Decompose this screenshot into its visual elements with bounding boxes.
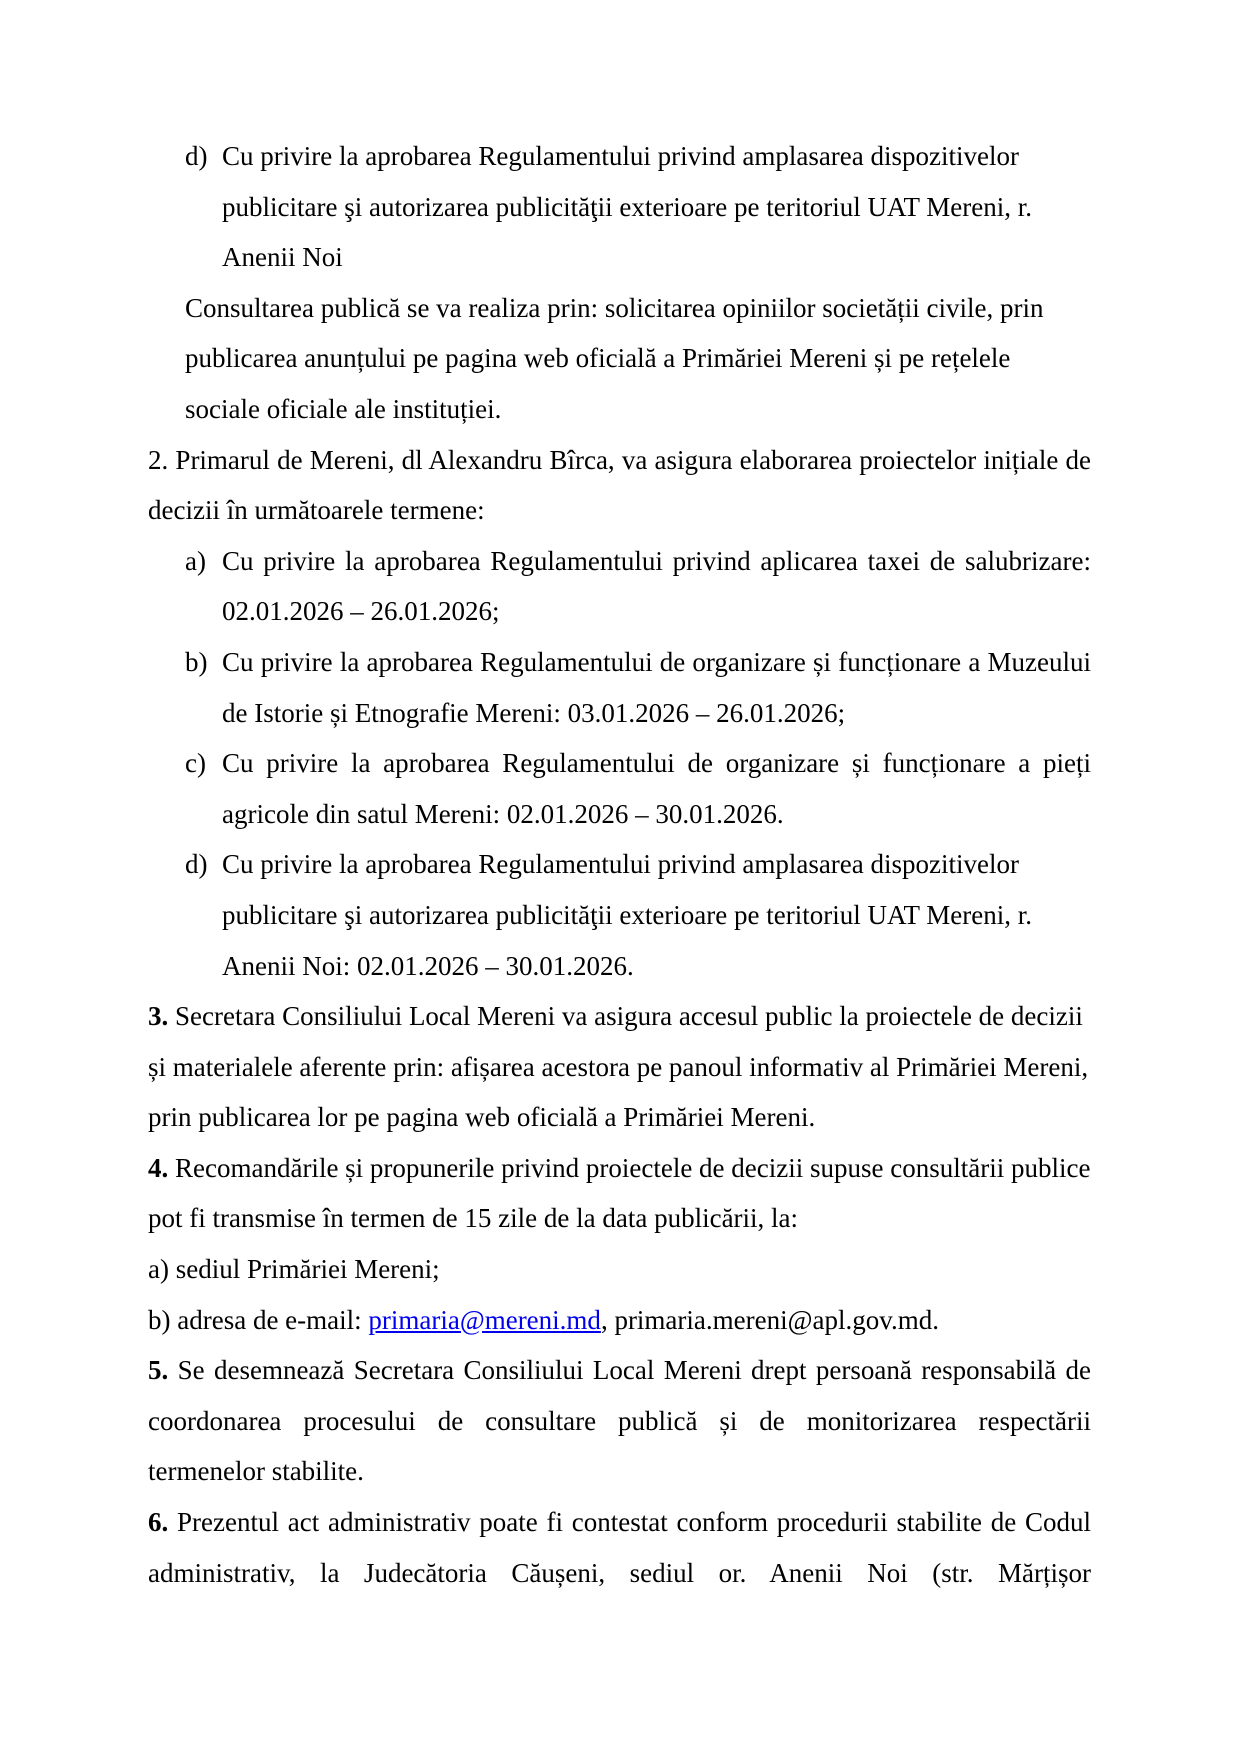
list-label: d) [185, 141, 208, 171]
list-item-d-top [148, 131, 1091, 283]
list-label: c) [185, 748, 206, 779]
list-text: Cu privire la aprobarea Regulamentului privind aplicarea taxei de salubrizare: 02.01.2026 – 26.01.2026; [222, 545, 1091, 627]
list-text: Cu privire la aprobarea Regulamentului de organizare și funcționare a Muzeului de Istorie și Etnografie Mereni: 03.01.2026 – 26.01.2026; [222, 646, 1091, 728]
list-item-b [148, 637, 1091, 738]
list-item-a [148, 536, 1091, 637]
list-text: Cu privire la aprobarea Regulamentului privind amplasarea dispozitivelor publicitare şi autorizarea publicităţii exterioare pe teritoriul UAT Mereni, r. Anenii Noi [222, 141, 1032, 273]
point-5 [148, 1345, 1091, 1497]
point-text: Prezentul act administrativ poate fi contestat conform procedurii stabilite de Codul administrativ, la Judecătoria Căușeni, sediul or. Anenii Noi (str. Mărțișor [148, 1507, 1091, 1588]
point-6 [148, 1497, 1091, 1598]
email-suffix: , primaria.mereni@apl.gov.md. [600, 1304, 939, 1335]
list-label: b) [185, 646, 208, 677]
list-label: a) [185, 545, 206, 576]
list-item-d [148, 839, 1091, 991]
email-link[interactable]: primaria@mereni.md [368, 1304, 601, 1335]
point-number: 5. [148, 1355, 169, 1386]
list-text: Cu privire la aprobarea Regulamentului privind amplasarea dispozitivelor publicitare şi autorizarea publicităţii exterioare pe teritoriul UAT Mereni, r. Anenii Noi: 02.01.2026 – 30.01.2026. [222, 849, 1032, 981]
point-text: Secretara Consiliului Local Mereni va asigura accesul public la proiectele de decizii și materialele aferente prin: afișarea acestora pe panoul informativ al Primăriei Mereni, prin publicarea lor pe pagina web oficială a Primăriei Mereni. [148, 1001, 1089, 1133]
point-number: 4. [148, 1152, 169, 1183]
email-prefix: b) adresa de e-mail: [148, 1304, 369, 1335]
point-2: 2. Primarul de Mereni, dl Alexandru Bîrca, va asigura elaborarea proiectelor inițiale de decizii în următoarele termene: [148, 444, 1091, 526]
point-3 [148, 991, 1091, 1143]
point-number: 6. [148, 1507, 169, 1538]
point-4-b [148, 1295, 1091, 1346]
point-4-a: a) sediul Primăriei Mereni; [148, 1254, 440, 1285]
point-text: Recomandările și propunerile privind proiectele de decizii supuse consultării publice pot fi transmise în termen de 15 zile de la data publicării, la: [148, 1152, 1091, 1234]
point-4 [148, 1143, 1091, 1244]
point-number: 3. [148, 1001, 169, 1032]
point-text: Se desemnează Secretara Consiliului Local Mereni drept persoană responsabilă de coordonarea procesului de consultare publică și de monitorizarea respectării termenelor stabilite. [148, 1355, 1091, 1487]
list-item-c [148, 738, 1091, 839]
consultation-paragraph: Consultarea publică se va realiza prin: solicitarea opiniilor societății civile, prin publicarea anunțului pe pagina web oficială a Primăriei Mereni și pe rețelele sociale oficiale ale instituției. [185, 292, 1044, 424]
document-page [148, 131, 1091, 1598]
list-label: d) [185, 849, 208, 880]
list-text: Cu privire la aprobarea Regulamentului de organizare și funcționare a pieți agricole din satul Mereni: 02.01.2026 – 30.01.2026. [222, 748, 1091, 829]
